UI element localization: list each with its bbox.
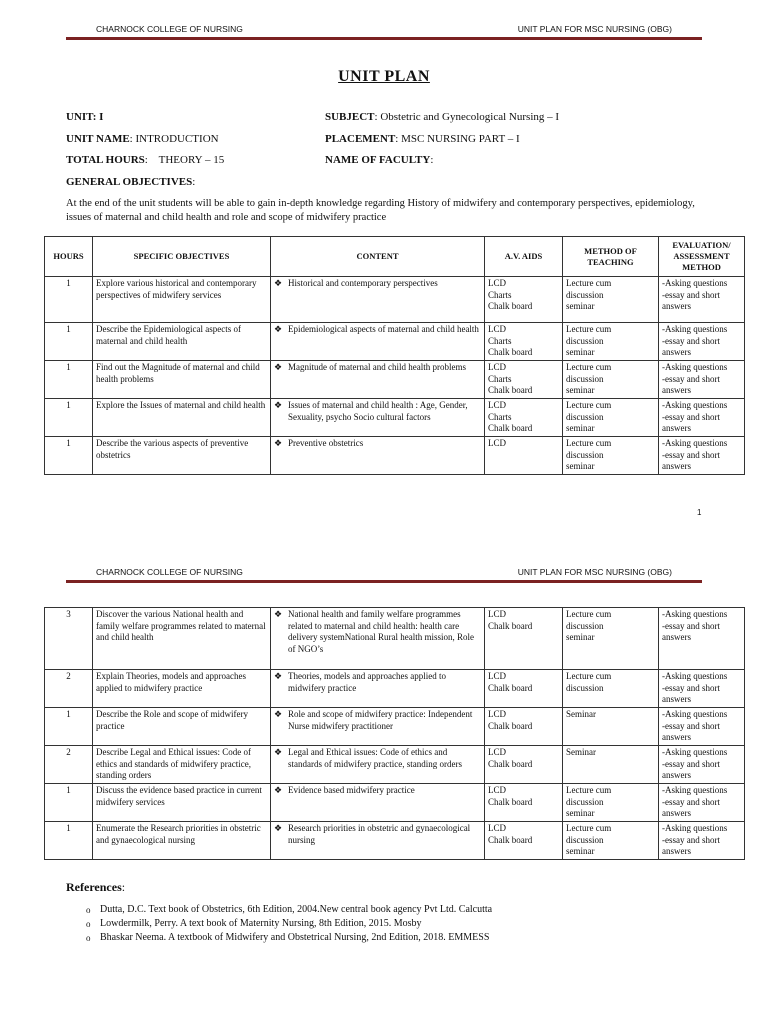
- objectives-text: At the end of the unit students will be able to gain in-depth knowledge regarding History of midwifery and contemporary perspectives, epidemiology, issues of maternal and child health and role and scope of midwifery practice: [66, 198, 695, 223]
- cell-objective: Describe the various aspects of preventive obstetrics: [93, 437, 271, 475]
- table-row: [45, 746, 745, 784]
- diamond-bullet-icon: ❖: [274, 747, 283, 757]
- cell-objective: Discover the various National health and family welfare programmes related to maternal and child health: [93, 608, 271, 670]
- page-number: 1: [697, 508, 702, 517]
- cell-content: [271, 399, 485, 437]
- table-header-row: [45, 237, 745, 277]
- content-item: [274, 324, 481, 336]
- table-row: [45, 323, 745, 361]
- subject-value: : Obstetric and Gynecological Nursing – I: [374, 111, 560, 123]
- content-item: [274, 747, 481, 770]
- circle-bullet-icon: o: [86, 933, 91, 943]
- unit-label: UNIT: I: [66, 111, 104, 123]
- header-evaluation: EVALUATION/ ASSESSMENT METHOD: [659, 237, 745, 277]
- diamond-bullet-icon: ❖: [274, 324, 283, 334]
- placement-label: PLACEMENT: [325, 133, 396, 145]
- cell-hours: 1: [45, 277, 93, 323]
- diamond-bullet-icon: ❖: [274, 438, 283, 448]
- content-text: Legal and Ethical issues: Code of ethics and standards of midwifery practice, standing orders: [288, 747, 462, 769]
- content-item: [274, 785, 481, 797]
- placement: [325, 133, 520, 145]
- cell-evaluation: -Asking questions -essay and short answers: [659, 277, 745, 323]
- cell-hours: 2: [45, 670, 93, 708]
- cell-av-aids: LCD: [485, 437, 563, 475]
- content-item: [274, 438, 481, 450]
- cell-av-aids: LCD Charts Chalk board: [485, 361, 563, 399]
- total-hours-label: TOTAL HOURS: [66, 154, 145, 166]
- cell-objective: Describe the Epidemiological aspects of maternal and child health: [93, 323, 271, 361]
- cell-method: Lecture cum discussion seminar: [563, 323, 659, 361]
- cell-av-aids: LCD Charts Chalk board: [485, 399, 563, 437]
- content-item: [274, 823, 481, 846]
- cell-content: [271, 784, 485, 822]
- cell-method: Lecture cum discussion seminar: [563, 437, 659, 475]
- cell-objective: Describe the Role and scope of midwifery practice: [93, 708, 271, 746]
- header-hours: HOURS: [45, 237, 93, 277]
- cell-av-aids: LCD Chalk board: [485, 670, 563, 708]
- cell-av-aids: LCD Chalk board: [485, 708, 563, 746]
- table-row: [45, 399, 745, 437]
- cell-content: [271, 323, 485, 361]
- content-item: [274, 609, 481, 655]
- content-text: Theories, models and approaches applied to midwifery practice: [288, 671, 446, 693]
- cell-method: Lecture cum discussion seminar: [563, 822, 659, 860]
- cell-evaluation: -Asking questions -essay and short answers: [659, 670, 745, 708]
- references-label: References: [66, 880, 122, 894]
- faculty: [325, 154, 433, 166]
- cell-objective: Find out the Magnitude of maternal and child health problems: [93, 361, 271, 399]
- cell-hours: 1: [45, 822, 93, 860]
- cell-av-aids: LCD Chalk board: [485, 746, 563, 784]
- unit-name: [66, 133, 219, 145]
- content-text: Evidence based midwifery practice: [288, 785, 415, 795]
- cell-evaluation: -Asking questions -essay and short answers: [659, 361, 745, 399]
- cell-av-aids: LCD Charts Chalk board: [485, 277, 563, 323]
- cell-method: Lecture cum discussion seminar: [563, 784, 659, 822]
- subject: [325, 111, 559, 123]
- cell-hours: 3: [45, 608, 93, 670]
- general-objectives-label: GENERAL OBJECTIVES: [66, 176, 193, 188]
- reference-text: Lowdermilk, Perry. A text book of Maternity Nursing, 8th Edition, 2015. Mosby: [100, 918, 422, 929]
- cell-method: Seminar: [563, 708, 659, 746]
- cell-av-aids: LCD Chalk board: [485, 822, 563, 860]
- cell-evaluation: -Asking questions -essay and short answers: [659, 708, 745, 746]
- content-text: Preventive obstetrics: [288, 438, 364, 448]
- cell-objective: Explore various historical and contemporary perspectives of midwifery services: [93, 277, 271, 323]
- cell-evaluation: -Asking questions -essay and short answers: [659, 323, 745, 361]
- content-item: [274, 709, 481, 732]
- reference-item: [86, 931, 726, 945]
- header-av-aids: A.V. AIDS: [485, 237, 563, 277]
- cell-hours: 2: [45, 746, 93, 784]
- cell-content: [271, 608, 485, 670]
- cell-av-aids: LCD Charts Chalk board: [485, 323, 563, 361]
- content-text: Issues of maternal and child health : Age, Gender, Sexuality, psycho Socio cultural factors: [288, 400, 468, 422]
- cell-objective: Enumerate the Research priorities in obstetric and gynaecological nursing: [93, 822, 271, 860]
- reference-text: Dutta, D.C. Text book of Obstetrics, 6th Edition, 2004.New central book agency Pvt Ltd. Calcutta: [100, 904, 493, 915]
- cell-hours: 1: [45, 323, 93, 361]
- content-text: Epidemiological aspects of maternal and child health: [288, 324, 479, 334]
- header-college: CHARNOCK COLLEGE OF NURSING: [96, 24, 243, 34]
- reference-item: [86, 917, 726, 931]
- subject-label: SUBJECT: [325, 111, 375, 123]
- diamond-bullet-icon: ❖: [274, 278, 283, 288]
- cell-objective: Discuss the evidence based practice in current midwifery services: [93, 784, 271, 822]
- circle-bullet-icon: o: [86, 919, 91, 929]
- unit-number: [66, 111, 103, 123]
- unit-plan-table: [44, 236, 745, 475]
- diamond-bullet-icon: ❖: [274, 709, 283, 719]
- cell-content: [271, 361, 485, 399]
- diamond-bullet-icon: ❖: [274, 609, 283, 619]
- references-heading: [66, 880, 125, 895]
- cell-hours: 1: [45, 361, 93, 399]
- total-hours-value: : THEORY – 15: [144, 154, 225, 166]
- placement-value: : MSC NURSING PART – I: [395, 133, 520, 145]
- cell-objective: Explore the Issues of maternal and child health: [93, 399, 271, 437]
- cell-method: Lecture cum discussion seminar: [563, 361, 659, 399]
- reference-text: Bhaskar Neema. A textbook of Midwifery and Obstetrical Nursing, 2nd Edition, 2018. EMMESS: [100, 932, 490, 943]
- cell-hours: 1: [45, 437, 93, 475]
- cell-method: Seminar: [563, 746, 659, 784]
- content-text: Role and scope of midwifery practice: Independent Nurse midwifery practitioner: [288, 709, 473, 731]
- cell-av-aids: LCD Chalk board: [485, 784, 563, 822]
- table-row: [45, 437, 745, 475]
- cell-objective: Explain Theories, models and approaches applied to midwifery practice: [93, 670, 271, 708]
- cell-evaluation: -Asking questions -essay and short answers: [659, 437, 745, 475]
- content-text: National health and family welfare programmes related to maternal and child health: health care delivery systemNational Rural health mission, Role of NGO’s: [288, 609, 474, 654]
- reference-item: [86, 903, 726, 917]
- references-list: [86, 903, 726, 945]
- cell-method: Lecture cum discussion seminar: [563, 608, 659, 670]
- table-row: [45, 361, 745, 399]
- cell-method: Lecture cum discussion: [563, 670, 659, 708]
- cell-hours: 1: [45, 399, 93, 437]
- page-title: UNIT PLAN: [338, 68, 430, 85]
- cell-hours: 1: [45, 784, 93, 822]
- cell-content: [271, 708, 485, 746]
- header-method: METHOD OF TEACHING: [563, 237, 659, 277]
- general-objectives: [66, 176, 195, 188]
- header-unit-plan: UNIT PLAN FOR MSC NURSING (OBG): [517, 567, 672, 577]
- table-row: [45, 277, 745, 323]
- header-content: CONTENT: [271, 237, 485, 277]
- cell-content: [271, 277, 485, 323]
- diamond-bullet-icon: ❖: [274, 671, 283, 681]
- cell-method: Lecture cum discussion seminar: [563, 277, 659, 323]
- cell-content: [271, 822, 485, 860]
- unit-name-value: : INTRODUCTION: [129, 133, 219, 145]
- cell-evaluation: -Asking questions -essay and short answers: [659, 822, 745, 860]
- header-rule: [66, 37, 702, 40]
- content-item: [274, 671, 481, 694]
- cell-method: Lecture cum discussion seminar: [563, 399, 659, 437]
- cell-objective: Describe Legal and Ethical issues: Code of ethics and standards of midwifery practice, standing orders: [93, 746, 271, 784]
- content-text: Magnitude of maternal and child health problems: [288, 362, 466, 372]
- cell-evaluation: -Asking questions -essay and short answers: [659, 608, 745, 670]
- diamond-bullet-icon: ❖: [274, 823, 283, 833]
- header-objectives: SPECIFIC OBJECTIVES: [93, 237, 271, 277]
- content-text: Research priorities in obstetric and gynaecological nursing: [288, 823, 471, 845]
- circle-bullet-icon: o: [86, 905, 91, 915]
- general-objectives-colon: :: [192, 176, 196, 188]
- cell-hours: 1: [45, 708, 93, 746]
- references-colon: :: [121, 880, 126, 894]
- table-row: [45, 784, 745, 822]
- cell-av-aids: LCD Chalk board: [485, 608, 563, 670]
- unit-plan-table-continued: [44, 607, 745, 860]
- header-college: CHARNOCK COLLEGE OF NURSING: [96, 567, 243, 577]
- total-hours: [66, 154, 224, 166]
- content-item: [274, 278, 481, 290]
- content-item: [274, 362, 481, 374]
- unit-name-label: UNIT NAME: [66, 133, 130, 145]
- cell-content: [271, 670, 485, 708]
- diamond-bullet-icon: ❖: [274, 362, 283, 372]
- diamond-bullet-icon: ❖: [274, 400, 283, 410]
- header-unit-plan: UNIT PLAN FOR MSC NURSING (OBG): [517, 24, 672, 34]
- table-row: [45, 608, 745, 670]
- table-row: [45, 822, 745, 860]
- cell-evaluation: -Asking questions -essay and short answers: [659, 399, 745, 437]
- table-row: [45, 708, 745, 746]
- faculty-value: :: [430, 154, 434, 166]
- cell-content: [271, 746, 485, 784]
- content-item: [274, 400, 481, 423]
- diamond-bullet-icon: ❖: [274, 785, 283, 795]
- cell-content: [271, 437, 485, 475]
- table-row: [45, 670, 745, 708]
- cell-evaluation: -Asking questions -essay and short answers: [659, 746, 745, 784]
- faculty-label: NAME OF FACULTY: [325, 154, 431, 166]
- header-rule: [66, 580, 702, 583]
- content-text: Historical and contemporary perspectives: [288, 278, 438, 288]
- cell-evaluation: -Asking questions -essay and short answers: [659, 784, 745, 822]
